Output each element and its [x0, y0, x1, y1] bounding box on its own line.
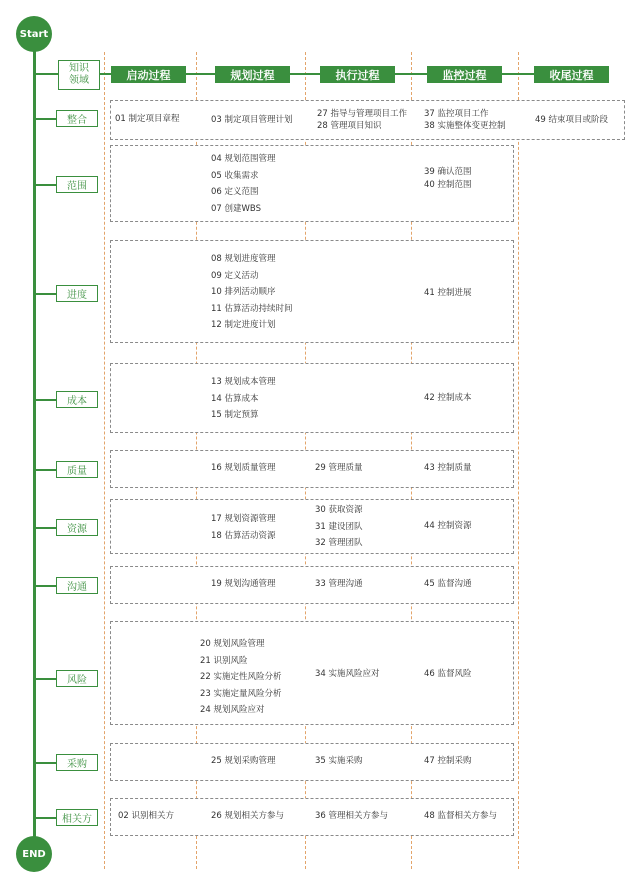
- process-item: 35 实施采购: [315, 756, 363, 766]
- process-item: 37 监控项目工作: [424, 109, 489, 119]
- process-list: [424, 166, 472, 192]
- process-item: 44 控制资源: [424, 521, 472, 531]
- process-item: 40 控制范围: [424, 180, 472, 190]
- process-list: [315, 502, 363, 552]
- process-item: 19 规划沟通管理: [211, 579, 276, 589]
- group-initiating: 启动过程: [111, 66, 186, 83]
- process-item: 11 估算活动持续时间: [211, 303, 293, 314]
- column-separator: [104, 52, 105, 869]
- process-item: 06 定义范围: [211, 187, 259, 197]
- area-quality: 质量: [56, 461, 98, 478]
- process-item: 13 规划成本管理: [211, 377, 276, 387]
- area-resource: 资源: [56, 519, 98, 536]
- group-monitoring: 监控过程: [427, 66, 502, 83]
- column-separator: [518, 52, 519, 869]
- process-item: 01 制定项目章程: [115, 114, 180, 124]
- flow-spine: [33, 40, 36, 850]
- process-item: 15 制定预算: [211, 410, 259, 420]
- process-item: 39 确认范围: [424, 167, 472, 177]
- group-planning: 规划过程: [215, 66, 290, 83]
- process-item: 22 实施定性风险分析: [200, 672, 282, 682]
- header-label-line1: 知识: [69, 63, 89, 74]
- process-item: 24 规划风险应对: [200, 705, 265, 715]
- process-item: 47 控制采购: [424, 756, 472, 766]
- area-communication: 沟通: [56, 577, 98, 594]
- process-item: 28 管理项目知识: [317, 121, 382, 131]
- process-item: 34 实施风险应对: [315, 669, 380, 679]
- process-item: 18 估算活动资源: [211, 530, 276, 541]
- process-item: 25 规划采购管理: [211, 756, 276, 766]
- knowledge-area-header: [58, 60, 100, 90]
- process-item: 23 实施定量风险分析: [200, 688, 282, 699]
- header-label-line2: 领域: [69, 75, 89, 86]
- process-item: 12 制定进度计划: [211, 320, 276, 330]
- process-item: 10 排列活动顺序: [211, 287, 276, 297]
- process-list: [424, 108, 506, 132]
- group-executing: 执行过程: [320, 66, 395, 83]
- process-item: 02 识别相关方: [118, 811, 175, 821]
- process-list: [211, 151, 276, 217]
- process-item: 21 识别风险: [200, 655, 248, 666]
- process-list: [211, 251, 293, 334]
- process-item: 42 控制成本: [424, 393, 472, 403]
- process-item: 48 监督相关方参与: [424, 811, 498, 821]
- process-item: 04 规划范围管理: [211, 154, 276, 164]
- area-cost: 成本: [56, 391, 98, 408]
- group-closing: 收尾过程: [534, 66, 609, 83]
- process-item: 49 结束项目或阶段: [535, 115, 609, 125]
- process-item: 20 规划风险管理: [200, 639, 265, 649]
- process-item: 31 建设团队: [315, 521, 363, 532]
- area-risk: 风险: [56, 670, 98, 687]
- process-list: [211, 511, 276, 544]
- start-node: Start: [16, 16, 52, 52]
- area-integration: 整合: [56, 110, 98, 127]
- process-item: 33 管理沟通: [315, 579, 363, 589]
- area-scope: 范围: [56, 176, 98, 193]
- process-item: 14 估算成本: [211, 393, 259, 404]
- process-item: 43 控制质量: [424, 463, 472, 473]
- area-stakeholder: 相关方: [56, 809, 98, 826]
- process-item: 27 指导与管理项目工作: [317, 109, 408, 119]
- process-item: 30 获取资源: [315, 505, 363, 515]
- process-item: 05 收集需求: [211, 170, 259, 181]
- area-schedule: 进度: [56, 285, 98, 302]
- process-list: [211, 374, 276, 424]
- area-procurement: 采购: [56, 754, 98, 771]
- process-item: 09 定义活动: [211, 270, 259, 281]
- process-item: 29 管理质量: [315, 463, 363, 473]
- process-list: [317, 108, 407, 132]
- process-item: 03 制定项目管理计划: [211, 115, 293, 125]
- process-item: 46 监督风险: [424, 669, 472, 679]
- process-item: 26 规划相关方参与: [211, 811, 285, 821]
- process-list: [200, 636, 282, 719]
- process-item: 41 控制进展: [424, 288, 472, 298]
- end-node: END: [16, 836, 52, 872]
- process-item: 07 创建WBS: [211, 203, 261, 214]
- process-item: 36 管理相关方参与: [315, 811, 389, 821]
- process-item: 32 管理团队: [315, 538, 363, 548]
- process-item: 38 实施整体变更控制: [424, 121, 506, 131]
- process-item: 45 监督沟通: [424, 579, 472, 589]
- process-item: 17 规划资源管理: [211, 514, 276, 524]
- process-item: 08 规划进度管理: [211, 254, 276, 264]
- process-item: 16 规划质量管理: [211, 463, 276, 473]
